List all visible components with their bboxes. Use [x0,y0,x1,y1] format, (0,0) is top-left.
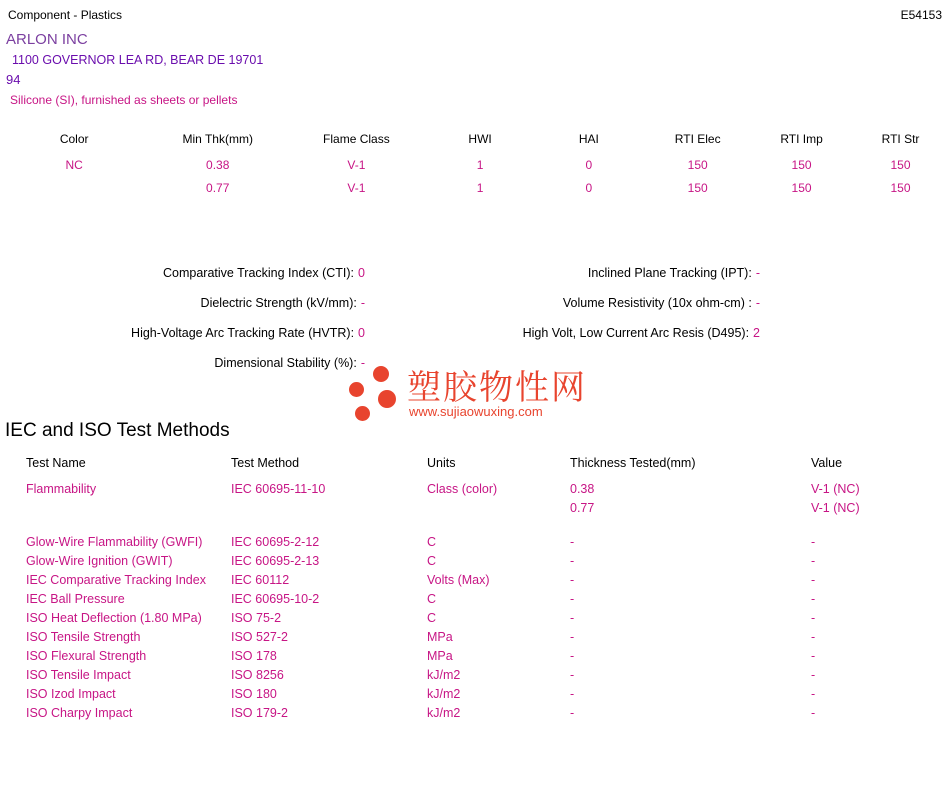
cell-value: V-1 (NC) [811,482,860,496]
cell-value: - [811,535,816,549]
header-file-number: E54153 [900,8,942,22]
property-row [0,326,950,356]
cell-test-method: IEC 60112 [231,573,290,587]
cell-test-method: ISO 180 [231,687,277,701]
watermark-dot-icon [378,390,396,408]
cell-units: kJ/m2 [427,668,461,682]
column-header-hai: HAI [578,132,599,146]
cell-thickness: 0.77 [570,501,595,515]
cell-min-thk: 0.77 [206,181,230,195]
column-header-color: Color [59,132,89,146]
property-value: 0 [358,326,365,340]
cell-units: MPa [427,630,453,644]
iec-iso-test-methods-table [26,456,931,725]
cell-units: C [427,592,437,606]
cell-thickness: - [570,687,575,701]
property-value: - [360,356,365,370]
cell-units: kJ/m2 [427,706,461,720]
table-row [26,592,931,611]
watermark-dot-icon [355,406,370,421]
table-spacer-row [26,520,931,535]
property-row [0,266,950,296]
cell-test-method: IEC 60695-11-10 [231,482,326,496]
property-label: High-Voltage Arc Tracking Rate (HVTR): [131,326,355,340]
cell-test-method: ISO 178 [231,649,277,663]
cell-thickness: - [570,535,575,549]
cell-thickness: - [570,649,575,663]
cell-thickness: - [570,630,575,644]
property-dielectric-strength [201,296,365,310]
cell-units [427,501,570,520]
table-row [26,482,931,501]
property-cti [163,266,365,280]
cell-min-thk: 0.38 [206,158,230,172]
cell-rti-elec: 150 [687,158,708,172]
line-code: 94 [6,72,21,87]
table-row [26,706,931,725]
cell-hai: 0 [585,158,593,172]
cell-flame-class: V-1 [347,181,366,195]
cell-value: - [811,630,816,644]
column-header-units: Units [427,456,456,470]
cell-value: - [811,668,816,682]
cell-units: C [427,535,437,549]
header-category: Component - Plastics [8,8,123,22]
table-row [26,535,931,554]
table-row [26,649,931,668]
material-description: Silicone (SI), furnished as sheets or pellets [10,93,238,107]
electrical-properties-block [0,266,950,386]
property-row [0,296,950,326]
property-label: Comparative Tracking Index (CTI): [163,266,355,280]
property-value: - [360,296,365,310]
cell-value: - [811,554,816,568]
column-header-rti-str: RTI Str [881,132,920,146]
table-row [26,611,931,630]
property-value: 2 [753,326,760,340]
property-row [0,356,950,386]
cell-test-method: ISO 75-2 [231,611,282,625]
column-header-thickness: Thickness Tested(mm) [570,456,696,470]
cell-units: C [427,554,437,568]
table-row [0,158,950,181]
watermark-text: 塑胶物性网 [407,368,587,408]
cell-test-method: IEC 60695-2-12 [231,535,320,549]
property-d495 [523,326,760,340]
cell-test-name: ISO Heat Deflection (1.80 MPa) [26,611,202,625]
cell-thickness: - [570,573,575,587]
cell-value: - [811,611,816,625]
section-title-iec-iso: IEC and ISO Test Methods [5,420,230,441]
cell-test-name: ISO Charpy Impact [26,706,133,720]
cell-units: C [427,611,437,625]
property-label: Dielectric Strength (kV/mm): [200,296,357,310]
cell-value: - [811,649,816,663]
cell-test-name [26,501,231,520]
table-row [26,668,931,687]
property-value: 0 [358,266,365,280]
table-row [0,181,950,204]
table-row [26,687,931,706]
cell-thickness: - [570,668,575,682]
cell-units: Class (color) [427,482,498,496]
cell-rti-str: 150 [890,158,911,172]
cell-hwi: 1 [476,181,484,195]
cell-test-method [231,501,427,520]
property-volume-resistivity [563,296,760,310]
cell-test-method: ISO 8256 [231,668,284,682]
cell-test-name: Glow-Wire Ignition (GWIT) [26,554,173,568]
property-label: Dimensional Stability (%): [214,356,357,370]
cell-rti-imp: 150 [791,181,812,195]
column-header-rti-elec: RTI Elec [674,132,721,146]
property-value: - [755,296,760,310]
material-properties-table [0,132,950,204]
column-header-test-name: Test Name [26,456,86,470]
cell-value: - [811,687,816,701]
cell-value: - [811,706,816,720]
table-row [26,554,931,573]
cell-test-method: ISO 527-2 [231,630,288,644]
cell-color [0,181,148,204]
column-header-test-method: Test Method [231,456,300,470]
cell-units: Volts (Max) [427,573,490,587]
watermark-url: www.sujiaowuxing.com [409,404,543,419]
cell-units: kJ/m2 [427,687,461,701]
cell-value: - [811,592,816,606]
cell-test-method: IEC 60695-10-2 [231,592,320,606]
column-header-rti-imp: RTI Imp [780,132,823,146]
column-header-min-thk: Min Thk(mm) [182,132,253,146]
property-label: Inclined Plane Tracking (IPT): [587,266,752,280]
table-row [26,630,931,649]
cell-test-name: ISO Izod Impact [26,687,116,701]
cell-units: MPa [427,649,453,663]
cell-hai: 0 [585,181,593,195]
column-header-flame-class: Flame Class [323,132,390,146]
cell-thickness: - [570,554,575,568]
table-row [26,501,931,520]
property-dimensional-stability [214,356,365,370]
cell-test-name: IEC Ball Pressure [26,592,125,606]
cell-test-name: IEC Comparative Tracking Index [26,573,206,587]
cell-test-name: Glow-Wire Flammability (GWFI) [26,535,203,549]
property-ipt [588,266,760,280]
property-hvtr [131,326,365,340]
property-label: High Volt, Low Current Arc Resis (D495): [522,326,750,340]
cell-thickness: - [570,611,575,625]
cell-rti-elec: 150 [687,181,708,195]
cell-value: - [811,573,816,587]
table-header-row [26,456,931,482]
cell-hwi: 1 [476,158,484,172]
cell-thickness: - [570,592,575,606]
cell-rti-str: 150 [890,181,911,195]
cell-test-method: IEC 60695-2-13 [231,554,320,568]
document-header [8,8,942,24]
property-value: - [755,266,760,280]
cell-test-name: ISO Tensile Strength [26,630,141,644]
cell-test-name: ISO Tensile Impact [26,668,131,682]
cell-test-name: ISO Flexural Strength [26,649,147,663]
cell-thickness: - [570,706,575,720]
cell-flame-class: V-1 [347,158,366,172]
column-header-value: Value [811,456,843,470]
column-header-hwi: HWI [468,132,492,146]
company-name: ARLON INC [6,31,88,48]
company-address: 1100 GOVERNOR LEA RD, BEAR DE 19701 [12,53,264,67]
table-row [26,573,931,592]
cell-test-method: ISO 179-2 [231,706,288,720]
table-header-row [0,132,950,158]
cell-rti-imp: 150 [791,158,812,172]
cell-test-name: Flammability [26,482,97,496]
cell-value: V-1 (NC) [811,501,860,515]
property-label: Volume Resistivity (10x ohm-cm) : [562,296,752,310]
cell-color: NC [65,158,83,172]
cell-thickness: 0.38 [570,482,595,496]
